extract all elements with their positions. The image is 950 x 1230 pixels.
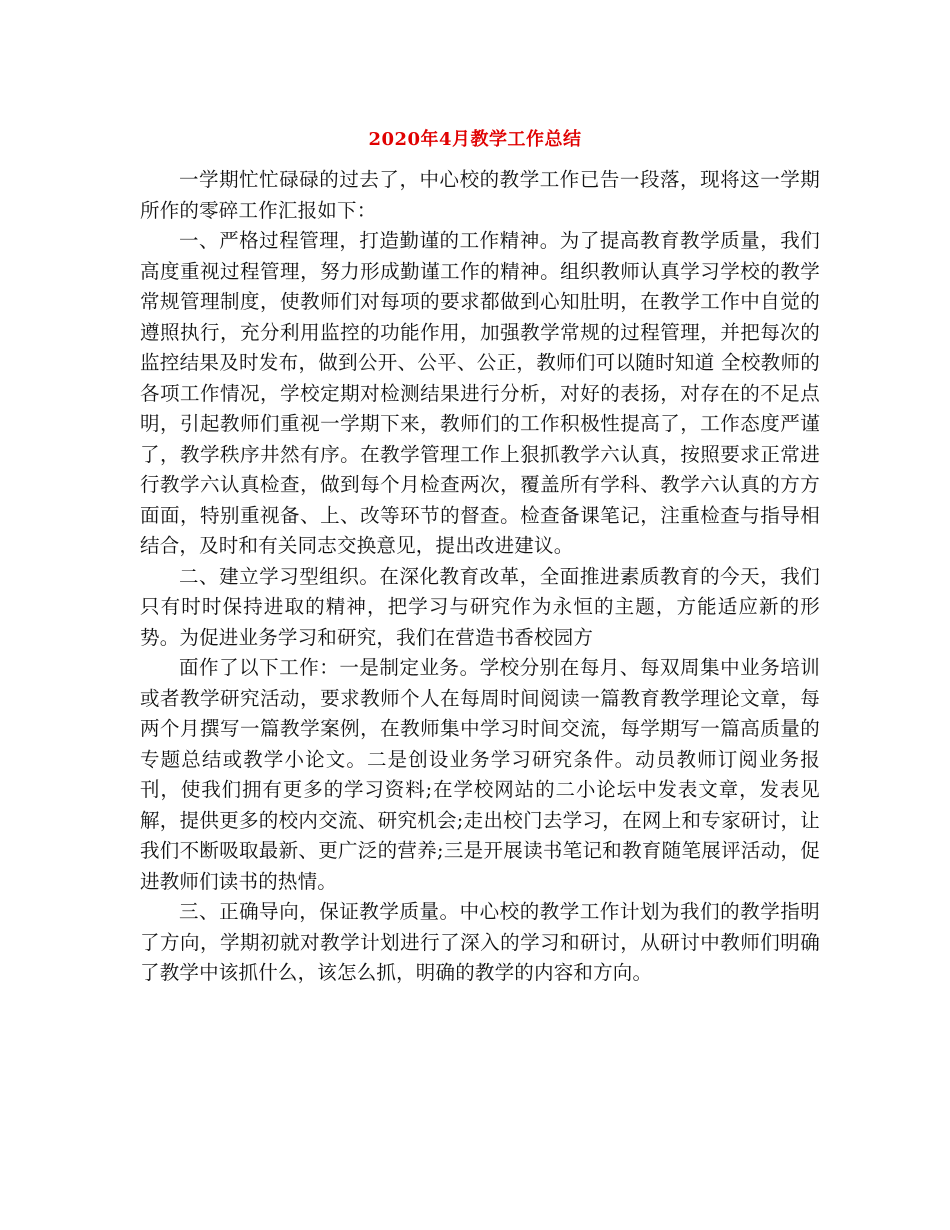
paragraph-teaching-quality: 三、正确导向，保证教学质量。中心校的教学工作计划为我们的教学指明了方向，学期初就对教学计划进行了深入的学习和研讨，从研讨中教师们明确了教学中该抓什么，该怎么抓，明确的教学的内容和方向。: [140, 900, 820, 984]
paragraph-process-management: 一、严格过程管理，打造勤谨的工作精神。为了提高教育教学质量，我们高度重视过程管理，努力形成勤谨工作的精神。组织教师认真学习学校的教学常规管理制度，使教师们对每项的要求都做到心知肚明，在教学工作中自觉的遵照执行，充分利用监控的功能作用，加强教学常规的过程管理，并把每次的监控结果及时发布，做到公开、公平、公正，教师们可以随时知道 全校教师的各项工作情况，学校定期对检测结果进行分析，对好的表扬，对存在的不足点明，引起教师们重视一学期下来，教师们的工作积极性提高了，工作态度严谨了，教学秩序井然有序。在教学管理工作上狠抓教学六认真，按照要求正常进行教学六认真检查，做到每个月检查两次，覆盖所有学科、教学六认真的方方面面，特别重视备、上、改等环节的督查。检查备课笔记，注重检查与指导相结合，及时和有关同志交换意见，提出改进建议。: [140, 229, 820, 557]
paragraph-intro: 一学期忙忙碌碌的过去了，中心校的教学工作已告一段落，现将这一学期所作的零碎工作汇报如下：: [140, 168, 820, 222]
document-body: [140, 165, 820, 989]
paragraph-learning-organization: 二、建立学习型组织。在深化教育改革，全面推进素质教育的今天，我们只有时时保持进取的精神，把学习与研究作为永恒的主题，方能适应新的形势。为促进业务学习和研究，我们在营造书香校园方: [140, 564, 820, 649]
document-title: 2020年4月教学工作总结: [368, 129, 582, 150]
paragraph-work-done: 面作了以下工作：一是制定业务。学校分别在每月、每双周集中业务培训或者教学研究活动，要求教师个人在每周时间阅读一篇教育教学理论文章，每两个月撰写一篇教学案例，在教师集中学习时间交流，每学期写一篇高质量的专题总结或教学小论文。二是创设业务学习研究条件。动员教师订阅业务报刊，使我们拥有更多的学习资料;在学校网站的二小论坛中发表文章，发表见解，提供更多的校内交流、研究机会;走出校门去学习，在网上和专家研讨，让我们不断吸取最新、更广泛的营养;三是开展读书笔记和教育随笔展评活动，促进教师们读书的热情。: [140, 656, 820, 893]
